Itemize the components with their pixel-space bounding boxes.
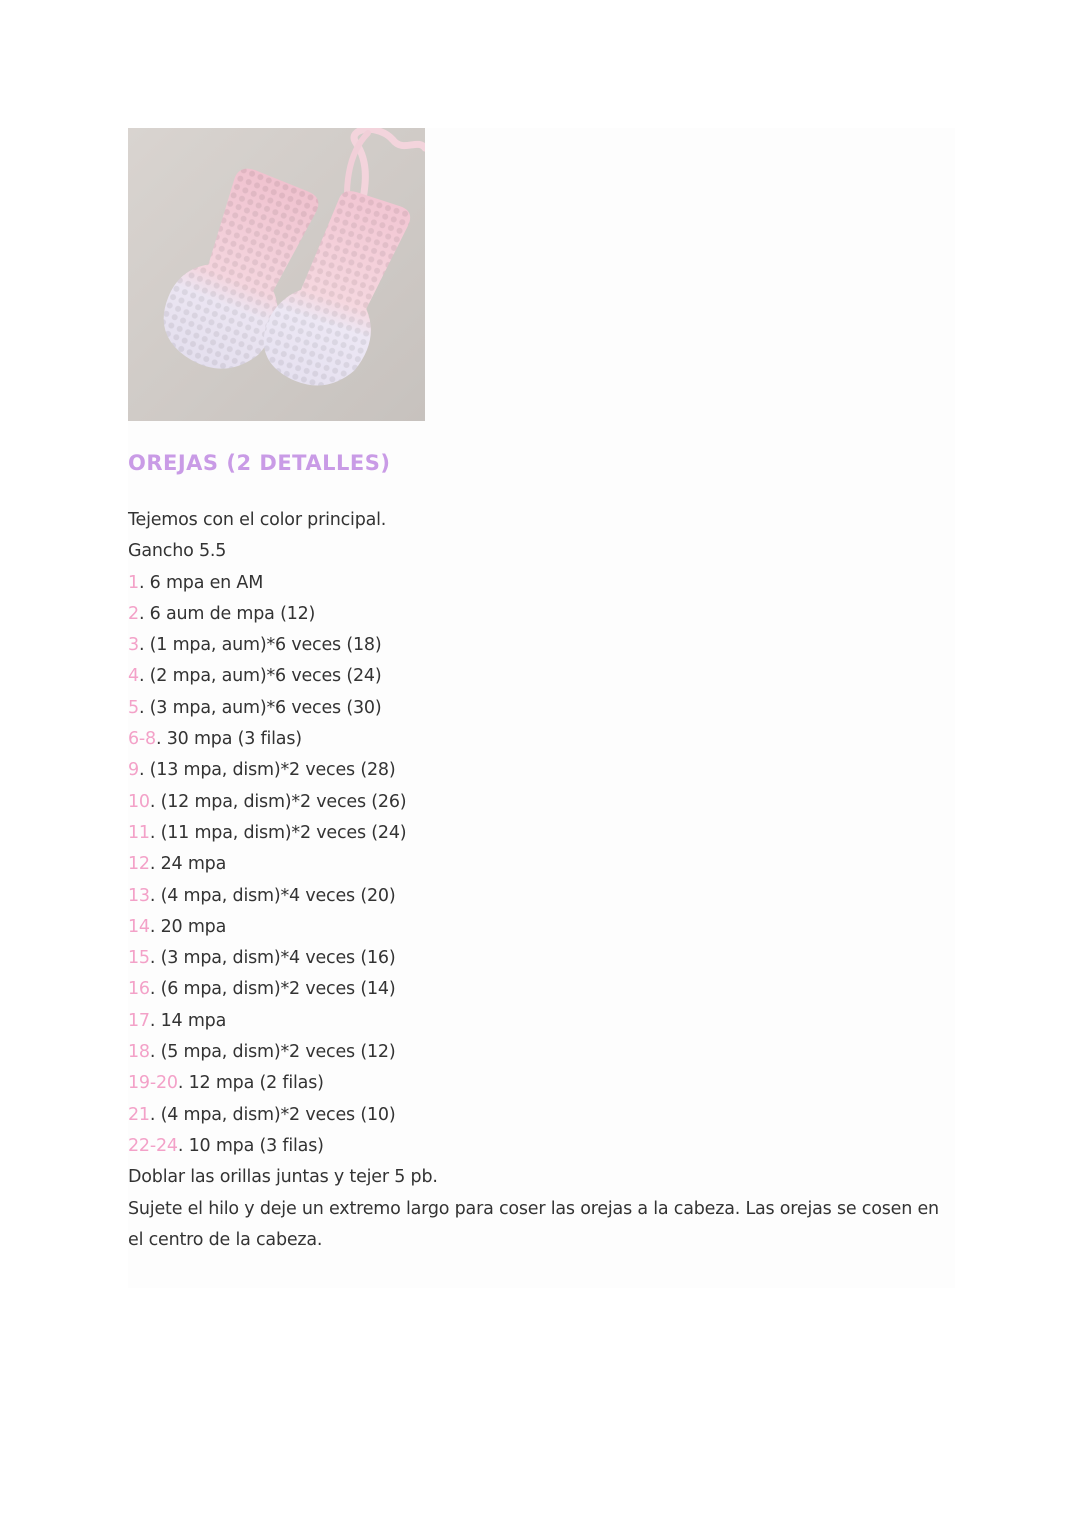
row-instruction: . (3 mpa, aum)*6 veces (30) — [138, 697, 382, 718]
pattern-row — [128, 755, 948, 786]
pattern-row — [128, 912, 948, 943]
pattern-row — [128, 1131, 948, 1162]
row-number: 12 — [128, 854, 150, 875]
pattern-row — [128, 630, 948, 661]
row-instruction: . 6 mpa en AM — [138, 572, 264, 593]
row-number: 16 — [128, 979, 150, 1000]
row-instruction: . (4 mpa, dism)*4 veces (20) — [149, 885, 396, 906]
row-instruction: . (5 mpa, dism)*2 veces (12) — [149, 1042, 396, 1063]
pattern-row — [128, 724, 948, 755]
row-instruction: . (3 mpa, dism)*4 veces (16) — [149, 948, 396, 969]
row-instruction: . (2 mpa, aum)*6 veces (24) — [138, 666, 382, 687]
row-number: 3 — [128, 635, 139, 656]
pattern-row — [128, 1006, 948, 1037]
pattern-row — [128, 1100, 948, 1131]
pattern-row — [128, 661, 948, 692]
row-number: 9 — [128, 760, 139, 781]
pattern-row — [128, 1068, 948, 1099]
crochet-ears-photo — [128, 128, 425, 421]
row-number: 17 — [128, 1010, 150, 1031]
row-instruction: . (4 mpa, dism)*2 veces (10) — [149, 1104, 396, 1125]
row-number: 21 — [128, 1104, 150, 1125]
row-instruction: . 12 mpa (2 filas) — [177, 1073, 324, 1094]
row-instruction: . 30 mpa (3 filas) — [155, 729, 302, 750]
row-instruction: . 10 mpa (3 filas) — [177, 1135, 324, 1156]
row-instruction: . (1 mpa, aum)*6 veces (18) — [138, 635, 382, 656]
pattern-row — [128, 568, 948, 599]
row-number: 2 — [128, 603, 139, 624]
row-number: 1 — [128, 572, 139, 593]
pattern-row — [128, 599, 948, 630]
row-number: 19-20 — [128, 1073, 178, 1094]
section-title: OREJAS (2 DETALLES) — [128, 451, 391, 475]
row-number: 15 — [128, 948, 150, 969]
row-instruction: . 14 mpa — [149, 1010, 227, 1031]
intro-line: Gancho 5.5 — [128, 541, 227, 562]
pattern-row — [128, 1037, 948, 1068]
pattern-row — [128, 818, 948, 849]
pattern-rows — [128, 568, 948, 1163]
outro-line: Doblar las orillas juntas y tejer 5 pb. — [128, 1167, 438, 1188]
row-instruction: . (6 mpa, dism)*2 veces (14) — [149, 979, 396, 1000]
pattern-row — [128, 849, 948, 880]
outro-line: Sujete el hilo y deje un extremo largo para coser las orejas a la cabeza. Las orejas se cosen en el centro de la cabeza. — [128, 1198, 939, 1250]
pattern-row — [128, 787, 948, 818]
pattern-row — [128, 881, 948, 912]
row-number: 22-24 — [128, 1135, 178, 1156]
row-number: 5 — [128, 697, 139, 718]
row-number: 13 — [128, 885, 150, 906]
pattern-row — [128, 693, 948, 724]
row-number: 18 — [128, 1042, 150, 1063]
row-number: 10 — [128, 791, 150, 812]
row-instruction: . (11 mpa, dism)*2 veces (24) — [149, 822, 407, 843]
row-instruction: . 20 mpa — [149, 916, 227, 937]
pattern-instructions — [128, 505, 948, 1256]
row-number: 4 — [128, 666, 139, 687]
row-instruction: . (13 mpa, dism)*2 veces (28) — [138, 760, 396, 781]
row-number: 6-8 — [128, 729, 156, 750]
pattern-row — [128, 974, 948, 1005]
row-number: 11 — [128, 822, 150, 843]
pattern-row — [128, 943, 948, 974]
row-instruction: . (12 mpa, dism)*2 veces (26) — [149, 791, 407, 812]
intro-line: Tejemos con el color principal. — [128, 510, 387, 530]
row-instruction: . 6 aum de mpa (12) — [138, 603, 316, 624]
row-number: 14 — [128, 916, 150, 937]
row-instruction: . 24 mpa — [149, 854, 227, 875]
